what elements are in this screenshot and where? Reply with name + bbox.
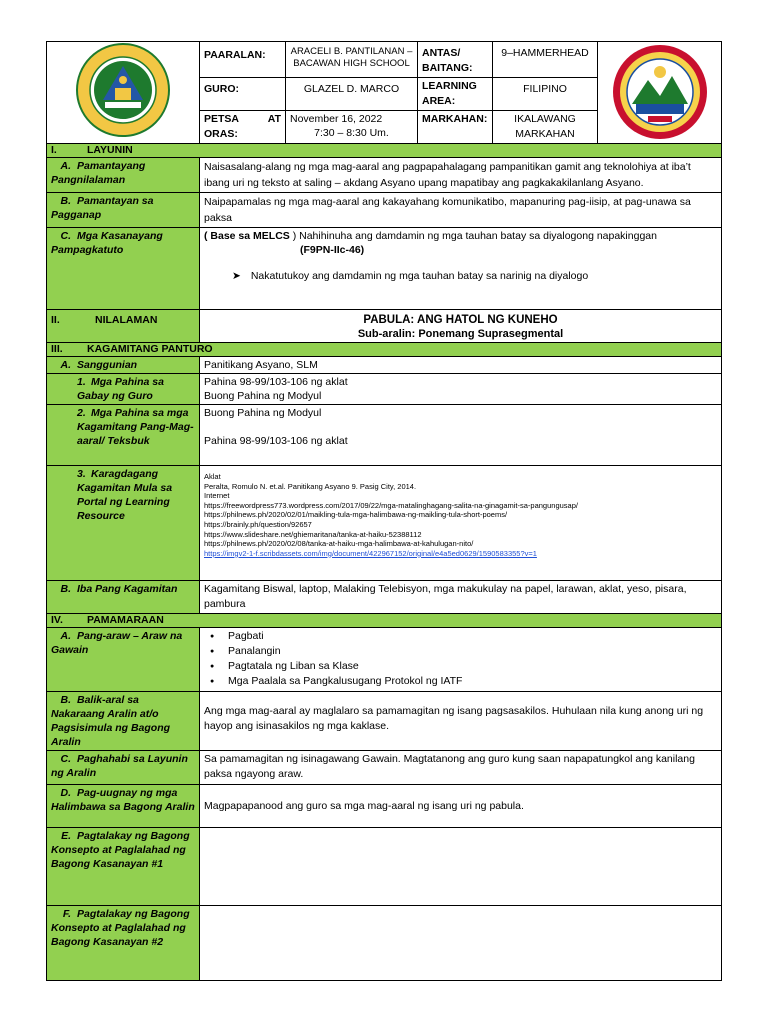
competency-bullet: ➤ Nakatutukoy ang damdamin ng mga tauhan batay sa narinig na diyalogo [232,270,589,282]
row-label: 2. Mga Pahina sa mga Kagamitang Pang-Mag-aaral/ Teksbuk [47,405,200,466]
row-label: A. Sanggunian [47,357,200,374]
text-mga-kasanayang: ( Base sa MELCS ) Nahihinuha ang damdamin ng mga tauhan batay sa diyalogong napakinggan (F9PN-IIc-46) ➤ Nakatutukoy ang damdamin ng mga tauhan batay sa narinig na diyalogo [200,228,722,310]
row-label: B. Pamantayan sa Pagganap [47,193,200,228]
reference-link[interactable]: https://imgv2-1-f.scribdassets.com/img/document/422967152/original/e4a5ed0629/1590583355?v=1 [204,548,537,558]
school-seal-icon [75,42,171,138]
label-iba-pang-kagamitan: Iba Pang Kagamitan [77,583,178,595]
label-learning-resource: Karagdagang Kagamitan Mula sa Portal ng Learning Resource [77,468,173,522]
petsa-label: PETSA AT ORAS: [200,111,286,144]
section-pamamaraan-header: IV. PAMAMARAAN [47,614,722,628]
melcs-label: MELCS [253,230,290,242]
list-item: ● Pagtatala ng Liban sa Klase [204,659,717,674]
text-pang-araw-araw [200,628,722,692]
section-number: I. [51,144,57,156]
text-pamantayan-sa-pagganap: Naipapamalas ng mga mag-aaral ang kakayahang komunikatibo, mapanuring pag-iisip, at pag-unawa sa paksa [200,193,722,228]
label-paghahabi: Paghahabi sa Layunin ng Aralin [51,753,188,779]
label-pagtalakay-2: Pagtalakay ng Bagong Konsepto at Paglalahad ng Bagong Kasanayan #2 [51,908,190,948]
reference-line: Aklat [204,472,221,481]
text-balik-aral: Ang mga mag-aaral ay maglalaro sa pamamagitan ng isang pagsasakilos. Huhulaan nila kung anong uri ng hayop ang isinasakilos ng mga kaklase. [200,692,722,751]
text-sanggunian: Panitikang Asyano, SLM [200,357,722,374]
daily-routine-list [204,629,717,689]
antas-label: ANTAS/ BAITANG: [418,42,493,78]
lesson-plan-page [46,41,721,981]
label-kagamitang-pang-mag-aaral: Mga Pahina sa mga Kagamitang Pang-Mag-aaral/ Teksbuk [77,407,194,447]
division-seal-icon [610,42,710,142]
section-layunin-header [47,144,722,158]
petsa-time: 7:30 – 8:30 Um. [314,127,389,139]
text-pag-uugnay: Magpapapanood ang guro sa mga mag-aaral ng isang uri ng pabula. [200,785,722,828]
text-pagtalakay-1 [200,828,722,906]
text-kagamitang-pang-mag-aaral: Buong Pahina ng Modyul Pahina 98-99/103-106 ng aklat [200,405,722,466]
paaralan-label: PAARALAN: [200,42,286,78]
reference-line: https://brainly.ph/question/92657 [204,519,312,529]
row-label: C. Paghahabi sa Layunin ng Aralin [47,751,200,785]
markahan-value: IKALAWANG MARKAHAN [493,111,598,144]
nilalaman-content [200,310,722,343]
label-pang-araw-araw: Pang-araw – Araw na Gawain [51,630,183,656]
guro-label: GURO: [200,78,286,111]
lesson-plan-table [46,41,722,981]
list-item: ● Panalangin [204,644,717,659]
reference-line: https://philnews.ph/2020/02/01/maikling-tula-mga-halimbawa-ng-maikling-tula-short-poems/ [204,510,508,520]
text-learning-resource [200,466,722,581]
row-label: 1. Mga Pahina sa Gabay ng Guro [47,374,200,405]
lesson-title: PABULA: ANG HATOL NG KUNEHO [363,314,558,326]
row-label: D. Pag-uugnay ng mga Halimbawa sa Bagong Aralin [47,785,200,828]
paaralan-value: ARACELI B. PANTILANAN – BACAWAN HIGH SCHOOL [286,42,418,78]
reference-line: Internet [204,491,230,501]
label-mga-kasanayang: Mga Kasanayang Pampagkatuto [51,230,163,256]
reference-line: https://www.slideshare.net/ghiemaritana/tanka-at-haiku-52388112 [204,529,422,539]
antas-value: 9–HAMMERHEAD [493,42,598,78]
row-label: B. Iba Pang Kagamitan [47,581,200,614]
markahan-label: MARKAHAN: [418,111,493,144]
label-gabay-ng-guro: Mga Pahina sa Gabay ng Guro [77,376,164,402]
learning-area-value: FILIPINO [493,78,598,111]
competency-code: (F9PN-IIc-46) [300,244,365,256]
row-label: B. Balik-aral sa Nakaraang Aralin at/o Pagsisimula ng Bagong Aralin [47,692,200,751]
label-pag-uugnay: Pag-uugnay ng mga Halimbawa sa Bagong Aralin [51,787,195,813]
label-pamantayang-pangnilalaman: Pamantayang Pangnilalaman [51,160,146,186]
row-label: 3. Karagdagang Kagamitan Mula sa Portal ng Learning Resource [47,466,200,581]
petsa-date: November 16, 2022 [290,113,383,125]
label-sanggunian: Sanggunian [77,359,138,371]
row-label: A. Pang-araw – Araw na Gawain [47,628,200,692]
text-pamantayang-pangnilalaman: Naisasalang-alang ng mga mag-aaral ang pagpapahalagang pampanitikan gamit ang teknolohiya at iba’t ibang uri ng teksto at saling – akdang Asyano upang mapatibay ang pagkakakilanlang Asyano. [200,158,722,193]
section-kagamitang-header: III. KAGAMITANG PANTURO [47,343,722,357]
right-logo-cell [598,42,722,144]
row-label: A. Pamantayang Pangnilalaman [47,158,200,193]
reference-line: Peralta, Romulo N. et.al. Panitikang Asyano 9. Pasig City, 2014. [204,481,417,491]
section-title: LAYUNIN [87,144,133,156]
label-balik-aral: Balik-aral sa Nakaraang Aralin at/o Pagsisimula ng Bagong Aralin [51,694,171,748]
section-nilalaman-header: II. NILALAMAN [47,310,200,343]
left-logo-cell [47,42,200,144]
label-pamantayan-sa-pagganap: Pamantayan sa Pagganap [51,195,154,221]
text-pagtalakay-2 [200,906,722,981]
text-paghahabi: Sa pamamagitan ng isinagawang Gawain. Magtatanong ang guro kung saan napapatungkol ang kanilang paksa ngayong araw. [200,751,722,785]
row-label: E. Pagtalakay ng Bagong Konsepto at Paglalahad ng Bagong Kasanayan #1 [47,828,200,906]
label-pagtalakay-1: Pagtalakay ng Bagong Konsepto at Paglalahad ng Bagong Kasanayan #1 [51,830,190,870]
list-item: ● Pagbati [204,629,717,644]
text-gabay-ng-guro: Pahina 98-99/103-106 ng aklat Buong Pahina ng Modyul [200,374,722,405]
learning-area-label: LEARNING AREA: [418,78,493,111]
guro-value: GLAZEL D. MARCO [286,78,418,111]
reference-line: https://freewordpress773.wordpress.com/2017/09/22/mga-matalinghagang-salita-na-ginagamit-sa-pangungusap/ [204,500,578,510]
lesson-subtitle: Sub-aralin: Ponemang Suprasegmental [357,328,564,340]
list-item: ● Mga Paalala sa Pangkalusugang Protokol ng IATF [204,674,717,689]
row-label: C. Mga Kasanayang Pampagkatuto [47,228,200,310]
petsa-value [286,111,418,144]
text-iba-pang-kagamitan: Kagamitang Biswal, laptop, Malaking Telebisyon, mga makukulay na papel, larawan, aklat, yeso, pisara, pambura [200,581,722,614]
reference-line: https://philnews.ph/2020/02/08/tanka-at-haiku-mga-halimbawa-at-kahulugan-nito/ [204,539,474,549]
row-label: F. Pagtalakay ng Bagong Konsepto at Paglalahad ng Bagong Kasanayan #2 [47,906,200,981]
arrow-bullet-icon: ➤ [232,270,241,282]
